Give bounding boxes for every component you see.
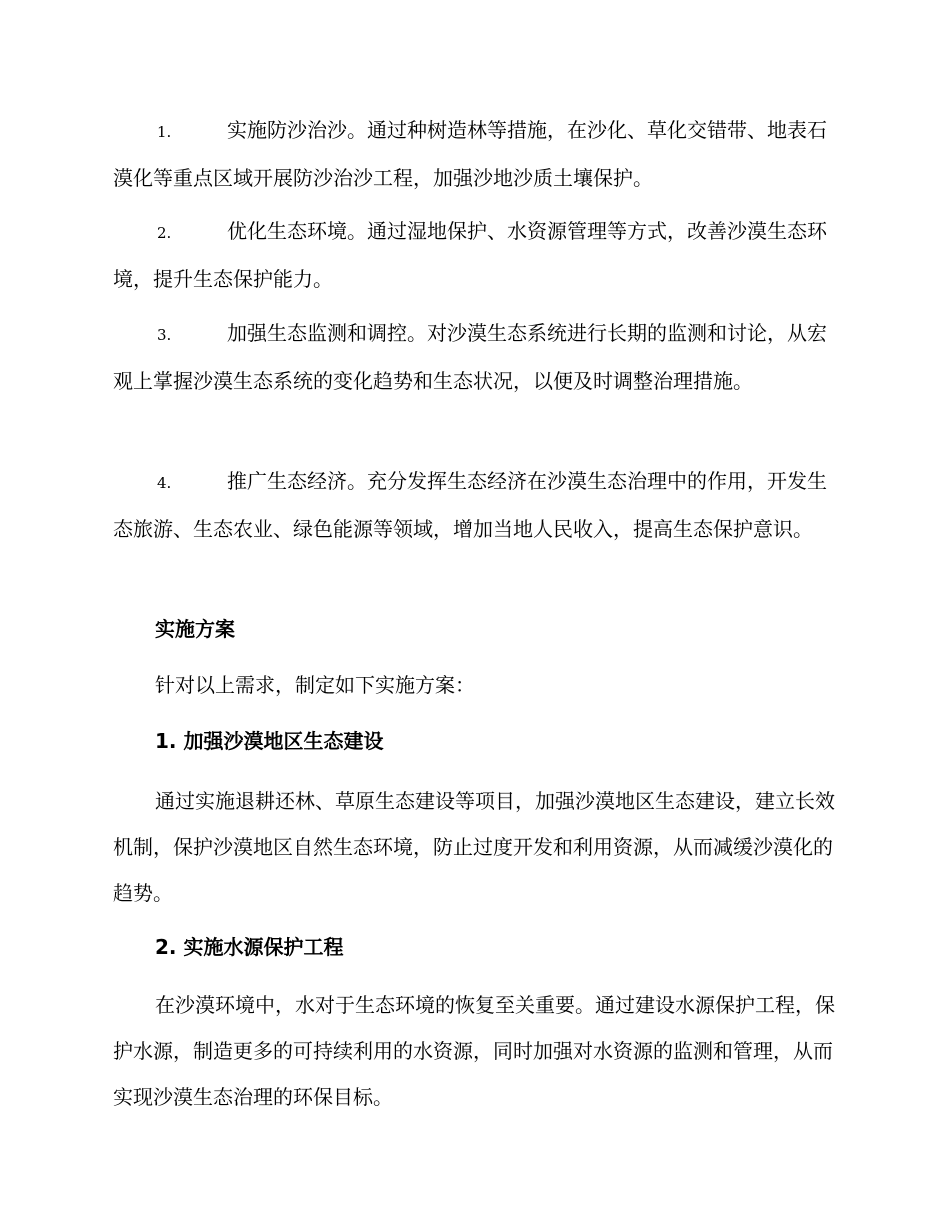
list-item-4 [113, 458, 835, 552]
list-item-text: 实施防沙治沙。通过种树造林等措施，在沙化、草化交错带、地表石漠化等重点区域开展防沙治沙工程，加强沙地沙质土壤保护。 [113, 118, 827, 190]
section-heading: 实施方案 [155, 617, 235, 641]
list-number: 1. [157, 123, 172, 141]
section-intro: 针对以上需求，制定如下实施方案： [155, 673, 475, 697]
list-item-1 [113, 107, 835, 201]
subsection-1-heading: 1. 加强沙漠地区生态建设 [155, 729, 384, 753]
list-item-text: 优化生态环境。通过湿地保护、水资源管理等方式，改善沙漠生态环境，提升生态保护能力。 [113, 219, 827, 291]
list-number: 4. [157, 474, 172, 492]
list-item-2 [113, 208, 835, 302]
subsection-2-paragraph: 在沙漠环境中，水对于生态环境的恢复至关重要。通过建设水源保护工程，保护水源，制造更多的可持续利用的水资源，同时加强对水资源的监测和管理，从而实现沙漠生态治理的环保目标。 [113, 993, 835, 1109]
subsection-2-heading: 2. 实施水源保护工程 [155, 935, 344, 959]
list-item-text: 推广生态经济。充分发挥生态经济在沙漠生态治理中的作用，开发生态旅游、生态农业、绿色能源等领域，增加当地人民收入，提高生态保护意识。 [113, 469, 827, 541]
list-item-3 [113, 310, 835, 404]
list-number: 3. [157, 326, 172, 344]
subsection-1-paragraph: 通过实施退耕还林、草原生态建设等项目，加强沙漠地区生态建设，建立长效机制，保护沙漠地区自然生态环境，防止过度开发和利用资源，从而减缓沙漠化的趋势。 [113, 789, 835, 905]
list-number: 2. [157, 224, 172, 242]
list-item-text: 加强生态监测和调控。对沙漠生态系统进行长期的监测和讨论，从宏观上掌握沙漠生态系统的变化趋势和生态状况，以便及时调整治理措施。 [113, 321, 827, 393]
